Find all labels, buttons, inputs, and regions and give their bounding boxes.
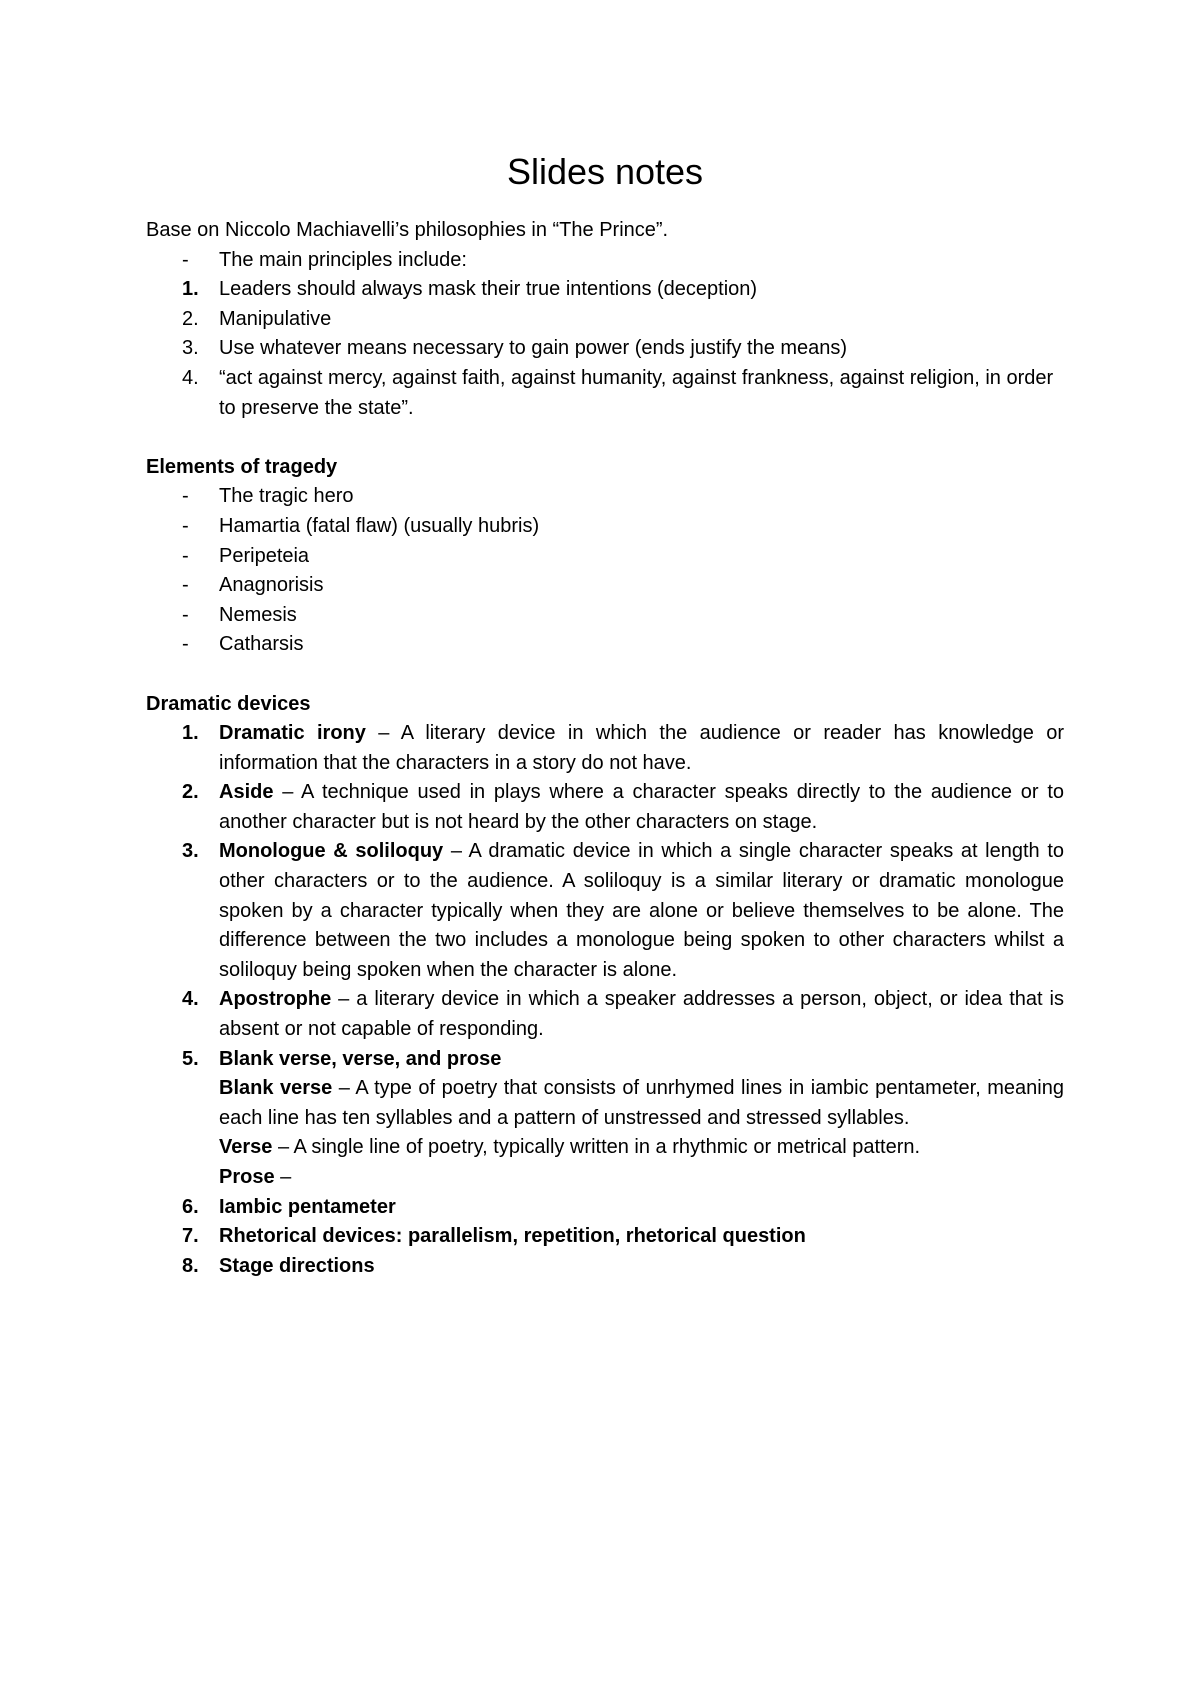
principles-dash-list <box>146 246 1064 276</box>
list-item <box>146 246 1064 276</box>
device-term: Iambic pentameter <box>219 1195 396 1218</box>
dash-marker: - <box>182 514 189 537</box>
list-item <box>146 837 1064 985</box>
device-definition: – A dramatic device in which a single character speaks at length to other characters or to the audience. A soliloquy is a similar literary or dramatic monologue spoken by a character typically when they are alone or believe themselves to be alone. The difference between the two includes a monologue being spoken to other characters whilst a soliloquy being spoken when the character is alone. <box>219 840 1064 981</box>
number-marker: 5. <box>182 1047 199 1070</box>
list-item <box>146 1193 1064 1223</box>
principle-text: Use whatever means necessary to gain power (ends justify the means) <box>219 337 848 360</box>
number-marker: 8. <box>182 1254 199 1277</box>
device-definition: – a literary device in which a speaker addresses a person, object, or idea that is absent or not capable of responding. <box>219 988 1064 1041</box>
number-marker: 6. <box>182 1195 199 1218</box>
sub-term: Verse <box>219 1136 273 1159</box>
device-term: Dramatic irony <box>219 722 366 745</box>
device-term: Monologue & soliloquy <box>219 840 444 863</box>
page-title: Slides notes <box>506 151 704 192</box>
tragedy-heading: Elements of tragedy <box>146 455 338 478</box>
device-definition: – A literary device in which the audience or reader has knowledge or information that the characters in a story do not have. <box>219 722 1064 774</box>
list-item <box>146 275 1064 305</box>
sub-term: Blank verse <box>219 1077 333 1100</box>
tragedy-list <box>146 482 1064 660</box>
number-marker: 2. <box>182 781 199 804</box>
dash-marker: - <box>182 633 189 656</box>
list-item <box>146 542 1064 572</box>
sub-term: Prose <box>219 1166 275 1188</box>
tragedy-item: Anagnorisis <box>219 574 324 597</box>
list-item <box>146 305 1064 335</box>
devices-list <box>146 719 1064 1281</box>
document-page <box>146 146 1064 1281</box>
tragedy-item: Peripeteia <box>219 544 310 567</box>
list-item <box>146 1045 1064 1193</box>
principle-text: Manipulative <box>219 307 332 330</box>
list-item <box>146 985 1064 1044</box>
number-marker: 1. <box>182 722 199 745</box>
prose-definition <box>219 1163 1064 1193</box>
list-item <box>146 482 1064 512</box>
list-item <box>146 364 1064 423</box>
device-term: Apostrophe <box>219 988 332 1011</box>
tragedy-item: Catharsis <box>219 633 304 656</box>
dash-marker: - <box>182 574 189 597</box>
principle-text: “act against mercy, against faith, against humanity, against frankness, against religion, in order to preserve the state”. <box>219 366 1054 419</box>
device-term: Aside <box>219 781 274 804</box>
device-term: Stage directions <box>219 1254 375 1277</box>
sub-definition: – <box>274 1166 292 1188</box>
dash-marker: - <box>182 544 189 567</box>
list-item <box>146 1252 1064 1282</box>
tragedy-item: Hamartia (fatal flaw) (usually hubris) <box>219 514 540 537</box>
number-marker: 2. <box>182 307 199 330</box>
list-item <box>146 778 1064 837</box>
dash-marker: - <box>182 485 189 508</box>
number-marker: 4. <box>182 366 199 389</box>
list-item <box>146 1222 1064 1252</box>
device-definition: – A technique used in plays where a character speaks directly to the audience or to another character but is not heard by the other characters on stage. <box>219 781 1064 833</box>
device-term: Blank verse, verse, and prose <box>219 1047 502 1070</box>
intro-paragraph: Base on Niccolo Machiavelli’s philosophies in “The Prince”. <box>146 219 669 241</box>
principles-list <box>146 275 1064 423</box>
sub-definition: – A type of poetry that consists of unrhymed lines in iambic pentameter, meaning each line has ten syllables and a pattern of unstressed and stressed syllables. <box>219 1077 1064 1129</box>
number-marker: 3. <box>182 840 199 863</box>
blank-verse-definition <box>219 1074 1064 1133</box>
list-item <box>146 512 1064 542</box>
dash-marker: - <box>182 248 189 271</box>
number-marker: 1. <box>182 278 199 301</box>
list-item <box>146 630 1064 660</box>
number-marker: 3. <box>182 337 199 360</box>
sub-definition: – A single line of poetry, typically written in a rhythmic or metrical pattern. <box>272 1136 921 1159</box>
verse-definition <box>219 1133 1064 1163</box>
dash-marker: - <box>182 603 189 626</box>
tragedy-item: The tragic hero <box>219 485 354 508</box>
principles-intro: The main principles include: <box>219 248 467 271</box>
list-item <box>146 334 1064 364</box>
list-item <box>146 601 1064 631</box>
number-marker: 4. <box>182 988 199 1011</box>
devices-heading: Dramatic devices <box>146 692 311 715</box>
list-item <box>146 571 1064 601</box>
list-item <box>146 719 1064 778</box>
device-term: Rhetorical devices: parallelism, repetition, rhetorical question <box>219 1225 806 1248</box>
principle-text: Leaders should always mask their true intentions (deception) <box>219 278 758 301</box>
tragedy-item: Nemesis <box>219 603 297 626</box>
number-marker: 7. <box>182 1225 199 1248</box>
